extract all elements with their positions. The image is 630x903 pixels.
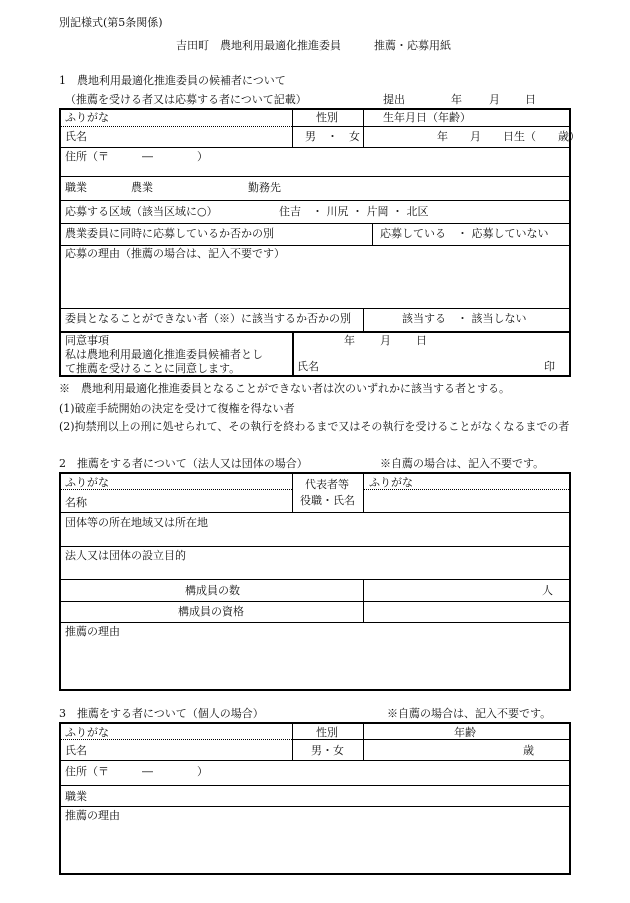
s1-dob-label: 生年月日（年齢）	[383, 111, 471, 124]
submit-day: 日	[525, 93, 536, 106]
s2-rep-label-2: 役職・氏名	[300, 494, 355, 507]
s1-concurrent-options[interactable]: 応募している ・ 応募していない	[380, 227, 549, 240]
s3-occupation-label[interactable]: 職業	[65, 790, 87, 803]
s1-occupation-value: 農業	[131, 181, 153, 194]
s1-reason-label[interactable]: 応募の理由（推薦の場合は、記入不要です）	[65, 247, 285, 260]
s3-name-label: 氏名	[65, 744, 87, 757]
s3-furigana-label: ふりがな	[65, 726, 109, 739]
consent-title: 同意事項	[65, 334, 109, 347]
consent-month: 月	[380, 334, 391, 347]
s3-reason-label[interactable]: 推薦の理由	[65, 809, 120, 822]
s3-address-label[interactable]: 住所（〒 ― ）	[65, 765, 208, 778]
disq-note-title: ※ 農地利用最適化推進委員となることができない者は次のいずれかに該当する者とする。	[59, 382, 510, 395]
s1-area-label: 応募する区域（該当区域に○）	[65, 205, 218, 218]
s3-sex-label: 性別	[316, 726, 338, 739]
s1-furigana-label: ふりがな	[65, 111, 109, 124]
s3-age-unit: 歳	[523, 744, 534, 757]
s3-note: ※自薦の場合は、記入不要です。	[387, 707, 552, 720]
consent-text-line1: 私は農地利用最適化推進委員候補者とし	[65, 348, 263, 361]
s2-heading: 2 推薦をする者について（法人又は団体の場合）	[59, 457, 308, 470]
s1-candidate-table	[59, 108, 571, 377]
s2-furigana-label: ふりがな	[65, 476, 109, 489]
disq-note-item-2: (2)拘禁刑以上の刑に処せられて、その執行を終わるまで又はその執行を受けることがなくなるまでの者	[59, 420, 570, 433]
s3-heading: 3 推薦をする者について（個人の場合）	[59, 707, 264, 720]
disq-note-item-1: (1)破産手続開始の決定を受けて復権を得ない者	[59, 402, 295, 415]
s1-sex-label: 性別	[316, 111, 338, 124]
s2-members-count-label: 構成員の数	[185, 584, 240, 597]
s2-members-unit: 人	[542, 584, 553, 597]
submit-month: 月	[489, 93, 500, 106]
s3-sex-options[interactable]: 男・女	[311, 744, 344, 757]
consent-year: 年	[344, 334, 355, 347]
s1-disq-label: 委員となることができない者（※）に該当するか否かの別	[65, 312, 351, 325]
s1-workplace-label[interactable]: 勤務先	[248, 181, 281, 194]
s2-name-label: 名称	[65, 496, 87, 509]
s1-concurrent-label: 農業委員に同時に応募しているか否かの別	[65, 227, 274, 240]
s2-members-qual-label: 構成員の資格	[178, 605, 244, 618]
s2-rep-label-1: 代表者等	[305, 478, 349, 491]
s3-age-label: 年齢	[454, 726, 476, 739]
s1-occupation-label: 職業	[65, 181, 87, 194]
s1-sex-options[interactable]: 男 ・ 女	[305, 130, 360, 143]
consent-text-line2: て推薦を受けることに同意します。	[65, 362, 241, 375]
s1-disq-options[interactable]: 該当する ・ 該当しない	[402, 312, 527, 325]
consent-day: 日	[416, 334, 427, 347]
s2-rep-furigana: ふりがな	[369, 476, 413, 489]
consent-seal-label: 印	[544, 360, 555, 373]
s2-reason-label[interactable]: 推薦の理由	[65, 625, 120, 638]
s2-purpose-label[interactable]: 法人又は団体の設立目的	[65, 549, 186, 562]
form-title-doc: 推薦・応募用紙	[374, 39, 451, 52]
form-number: 別記様式(第5条関係)	[59, 16, 163, 29]
submit-date-label: 提出	[383, 93, 405, 106]
s1-dob-value[interactable]: 年 月 日生（ 歳）	[437, 130, 580, 143]
submit-year: 年	[451, 93, 462, 106]
s1-subheading: （推薦を受ける者又は応募する者について記載）	[65, 93, 307, 106]
s1-address-label[interactable]: 住所（〒 ― ）	[65, 150, 208, 163]
s1-heading: 1 農地利用最適化推進委員の候補者について	[59, 74, 286, 87]
s1-name-label: 氏名	[65, 130, 87, 143]
s1-area-options[interactable]: 住吉 ・ 川尻 ・ 片岡 ・ 北区	[279, 205, 429, 218]
form-title-town: 吉田町 農地利用最適化推進委員	[176, 39, 341, 52]
s2-note: ※自薦の場合は、記入不要です。	[380, 457, 545, 470]
consent-name-label[interactable]: 氏名	[297, 360, 319, 373]
s2-location-label[interactable]: 団体等の所在地域又は所在地	[65, 516, 208, 529]
